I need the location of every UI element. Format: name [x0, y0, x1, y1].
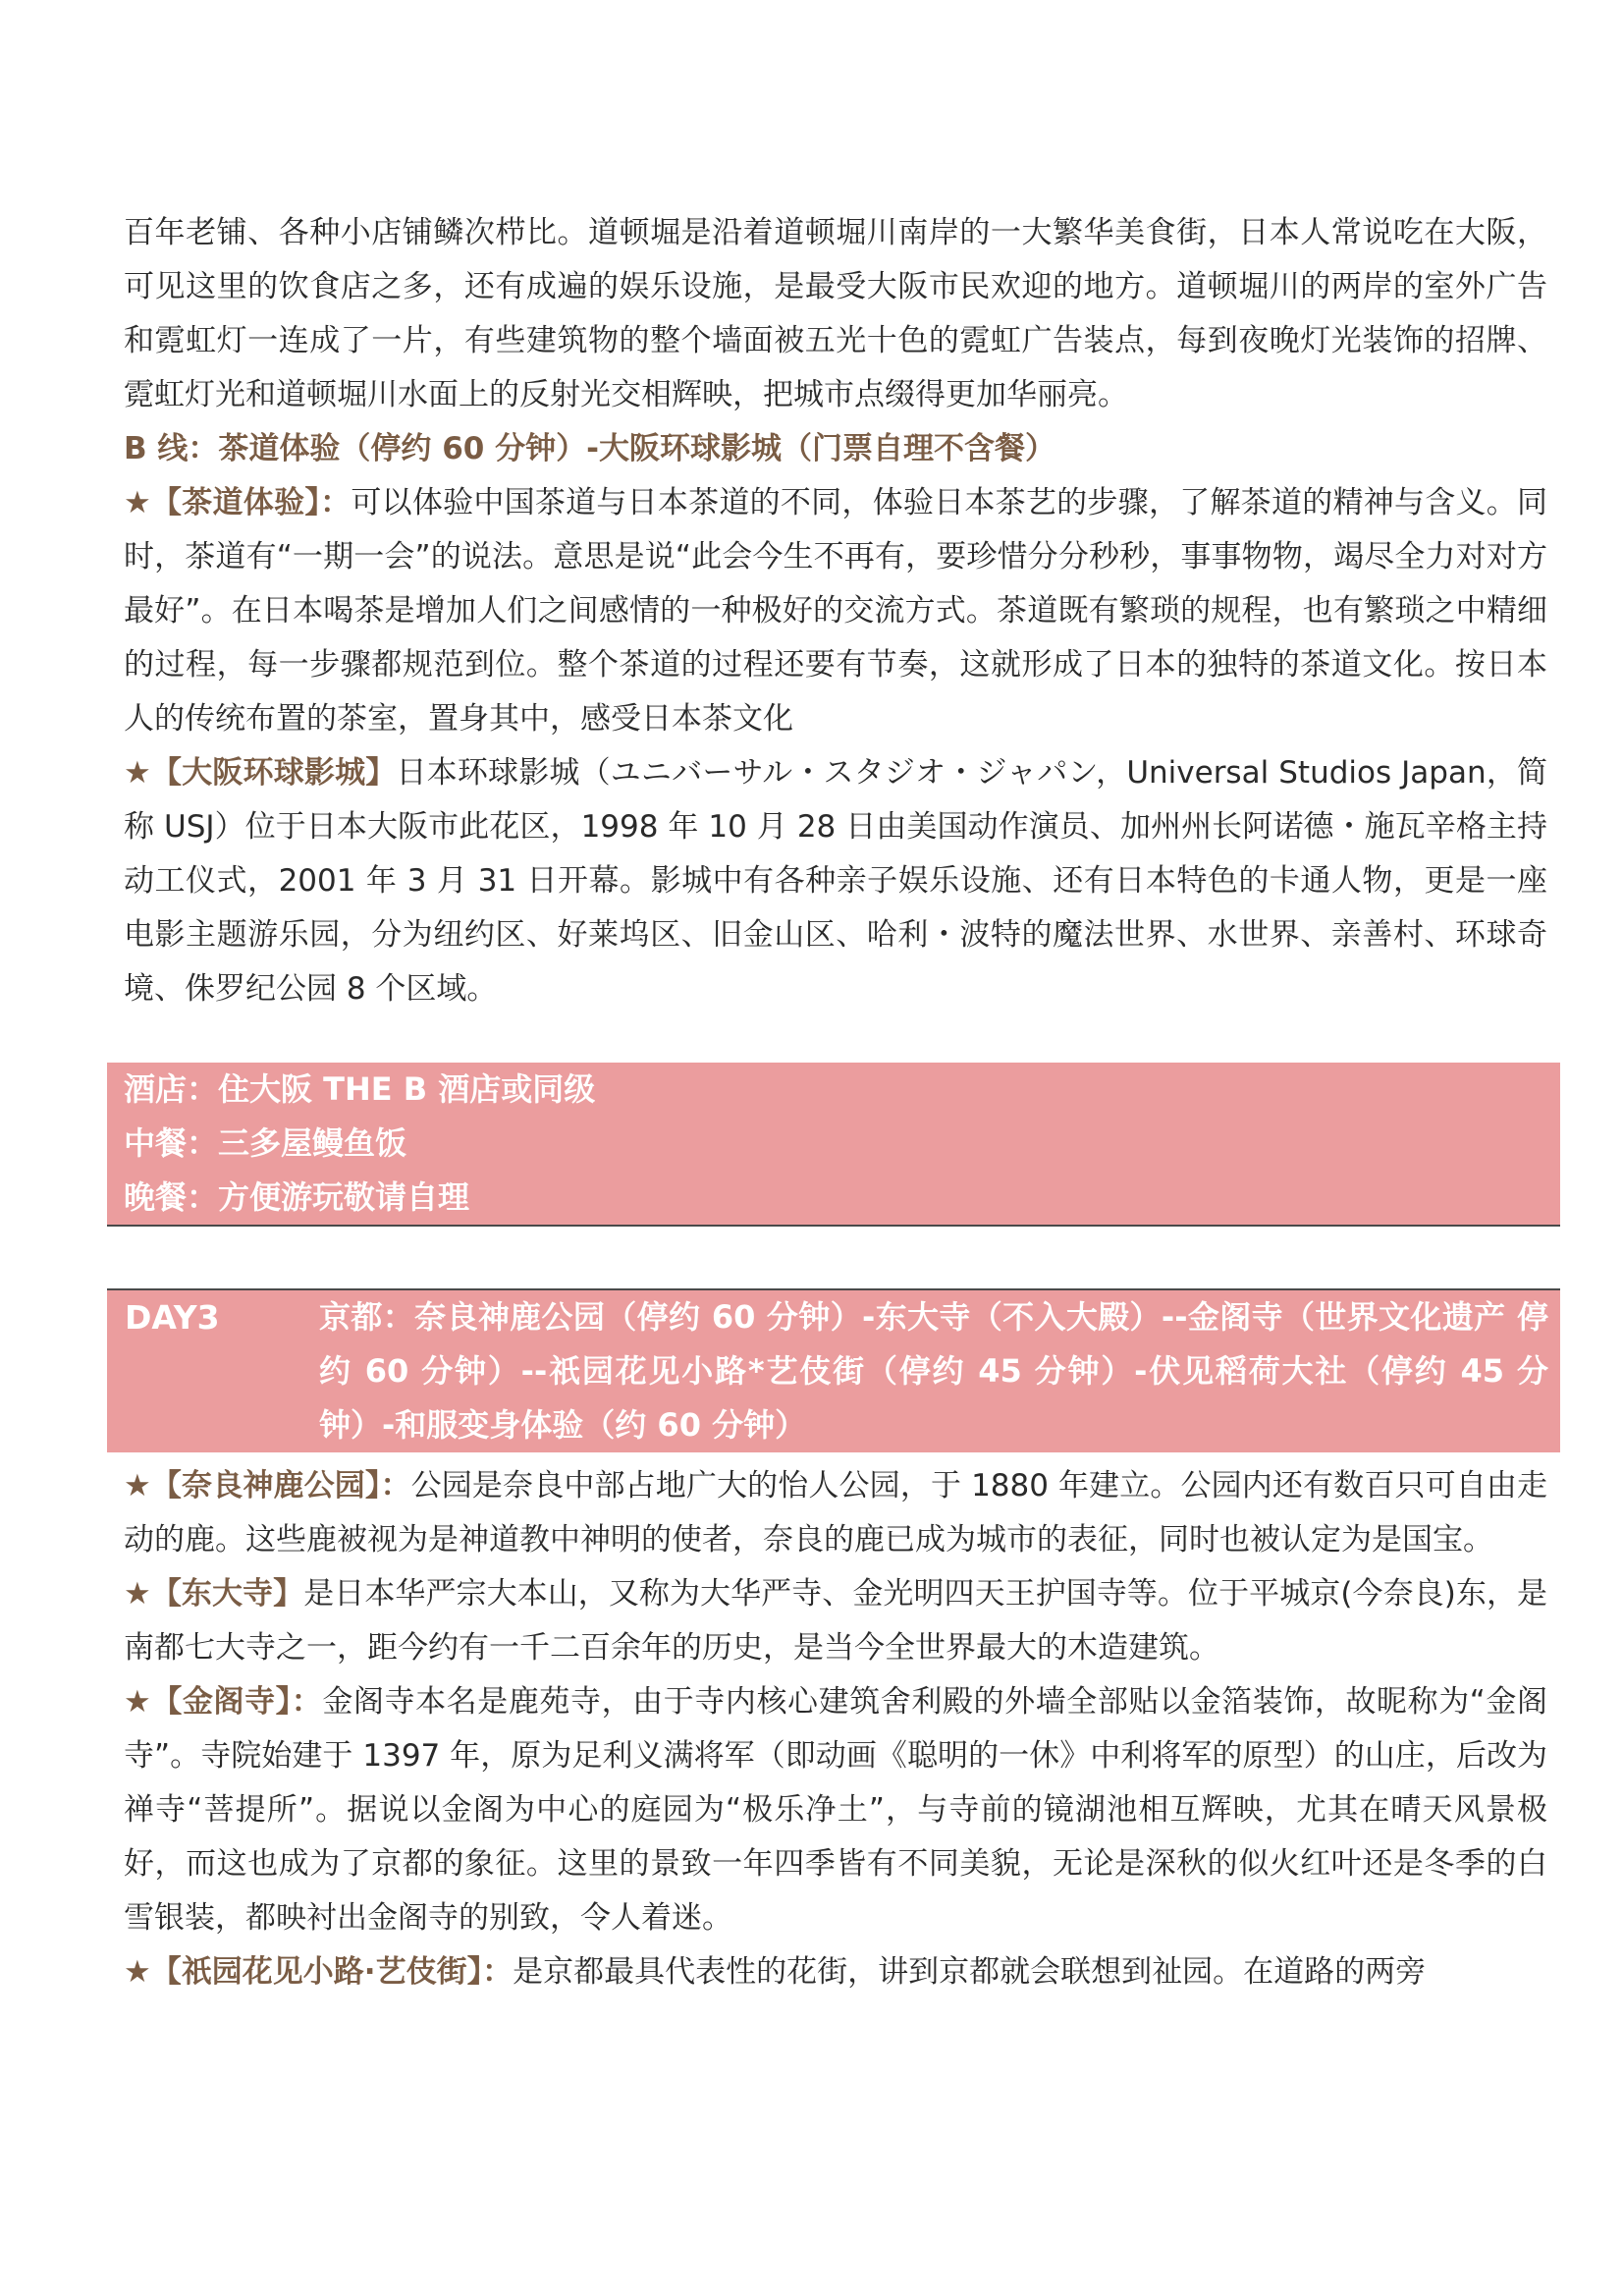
day3-details: [124, 1459, 1547, 1999]
usj-title: ★【大阪环球影城】: [124, 755, 397, 791]
line-b-section: [124, 422, 1547, 1016]
nara-park-paragraph: [124, 1459, 1547, 1567]
kinkakuji-text: 金阁寺本名是鹿苑寺，由于寺内核心建筑舍利殿的外墙全部贴以金箔装饰，故昵称为“金阁寺”。寺院始建于 1397 年，原为足利义满将军（即动画《聪明的一休》中利将军的原型）的山庄，后改为禅寺“菩提所”。据说以金阁为中心的庭园为“极乐净土”，与寺前的镜湖池相互辉映，尤其在晴天风景极好，而这也成为了京都的象征。这里的景致一年四季皆有不同美貌，无论是深秋的似火红叶还是冬季的白雪银装，都映衬出金阁寺的别致，令人着迷。: [124, 1684, 1548, 1936]
intro-paragraph: 百年老铺、各种小店铺鳞次栉比。道顿堀是沿着道顿堀川南岸的一大繁华美食街，日本人常说吃在大阪，可见这里的饮食店之多，还有成遍的娱乐设施，是最受大阪市民欢迎的地方。道顿堀川的两岸的室外广告和霓虹灯一连成了一片，有些建筑物的整个墙面被五光十色的霓虹广告装点，每到夜晚灯光装饰的招牌、霓虹灯光和道顿堀川水面上的反射光交相辉映，把城市点缀得更加华丽亮。: [124, 215, 1547, 412]
todaiji-text: 是日本华严宗大本山，又称为大华严寺、金光明四天王护国寺等。位于平城京(今奈良)东，是南都七大寺之一，距今约有一千二百余年的历史，是当今全世界最大的木造建筑。: [124, 1576, 1548, 1666]
tea-ceremony-title: ★【茶道体验】：: [124, 485, 352, 520]
gion-title: ★【祇园花见小路·艺伎街】：: [124, 1954, 514, 1990]
day3-header: [107, 1290, 1560, 1452]
tea-ceremony-paragraph: [124, 476, 1547, 746]
line-b-heading: B 线：茶道体验（停约 60 分钟）-大阪环球影城（门票自理不含餐）: [124, 431, 1056, 466]
gion-text: 是京都最具代表性的花街，讲到京都就会联想到祉园。在道路的两旁: [513, 1954, 1427, 1990]
todaiji-paragraph: [124, 1567, 1547, 1675]
lunch-info: 中餐：三多屋鳗鱼饭: [124, 1124, 407, 1162]
usj-text: 日本环球影城（ユニバーサル・スタジオ・ジャパン，Universal Studios Japan，简称 USJ）位于日本大阪市此花区，1998 年 10 月 28 日由美国动作演员、加州州长阿诺德・施瓦辛格主持动工仪式，2001 年 3 月 31 日开幕。影城中有各种亲子娱乐设施、还有日本特色的卡通人物，更是一座电影主题游乐园，分为纽约区、好莱坞区、旧金山区、哈利・波特的魔法世界、水世界、亲善村、环球奇境、侏罗纪公园 8 个区域。: [124, 755, 1548, 1007]
kinkakuji-paragraph: [124, 1675, 1547, 1945]
tea-ceremony-text: 可以体验中国茶道与日本茶道的不同，体验日本茶艺的步骤，了解茶道的精神与含义。同时，茶道有“一期一会”的说法。意思是说“此会今生不再有，要珍惜分分秒秒，事事物物，竭尽全力对对方最好”。在日本喝茶是增加人们之间感情的一种极好的交流方式。茶道既有繁琐的规程，也有繁琐之中精细的过程，每一步骤都规范到位。整个茶道的过程还要有节奏，这就形成了日本的独特的茶道文化。按日本人的传统布置的茶室，置身其中，感受日本茶文化: [124, 485, 1547, 737]
info-box: [107, 1063, 1560, 1225]
hotel-info: 酒店：住大阪 THE B 酒店或同级: [124, 1070, 596, 1108]
kinkakuji-title: ★【金阁寺】：: [124, 1684, 323, 1720]
info-box-divider: [107, 1225, 1560, 1227]
todaiji-title: ★【东大寺】: [124, 1576, 304, 1612]
intro-section: [124, 206, 1547, 422]
usj-paragraph: [124, 746, 1547, 1016]
nara-park-title: ★【奈良神鹿公园】：: [124, 1468, 411, 1503]
day3-label: DAY3: [125, 1298, 220, 1337]
day3-route: 京都：奈良神鹿公园（停约 60 分钟）-东大寺（不入大殿）--金阁寺（世界文化遗产 停约 60 分钟）--祇园花见小路*艺伎街（停约 45 分钟）-伏见稻荷大社（停约 45 分钟）-和服变身体验（约 60 分钟）: [319, 1298, 1548, 1444]
nara-park-text: 公园是奈良中部占地广大的怡人公园，于 1880 年建立。公园内还有数百只可自由走动的鹿。这些鹿被视为是神道教中神明的使者，奈良的鹿已成为城市的表征，同时也被认定为是国宝。: [124, 1468, 1547, 1558]
gion-paragraph: [124, 1945, 1547, 1999]
dinner-info: 晚餐：方便游玩敬请自理: [124, 1178, 470, 1216]
